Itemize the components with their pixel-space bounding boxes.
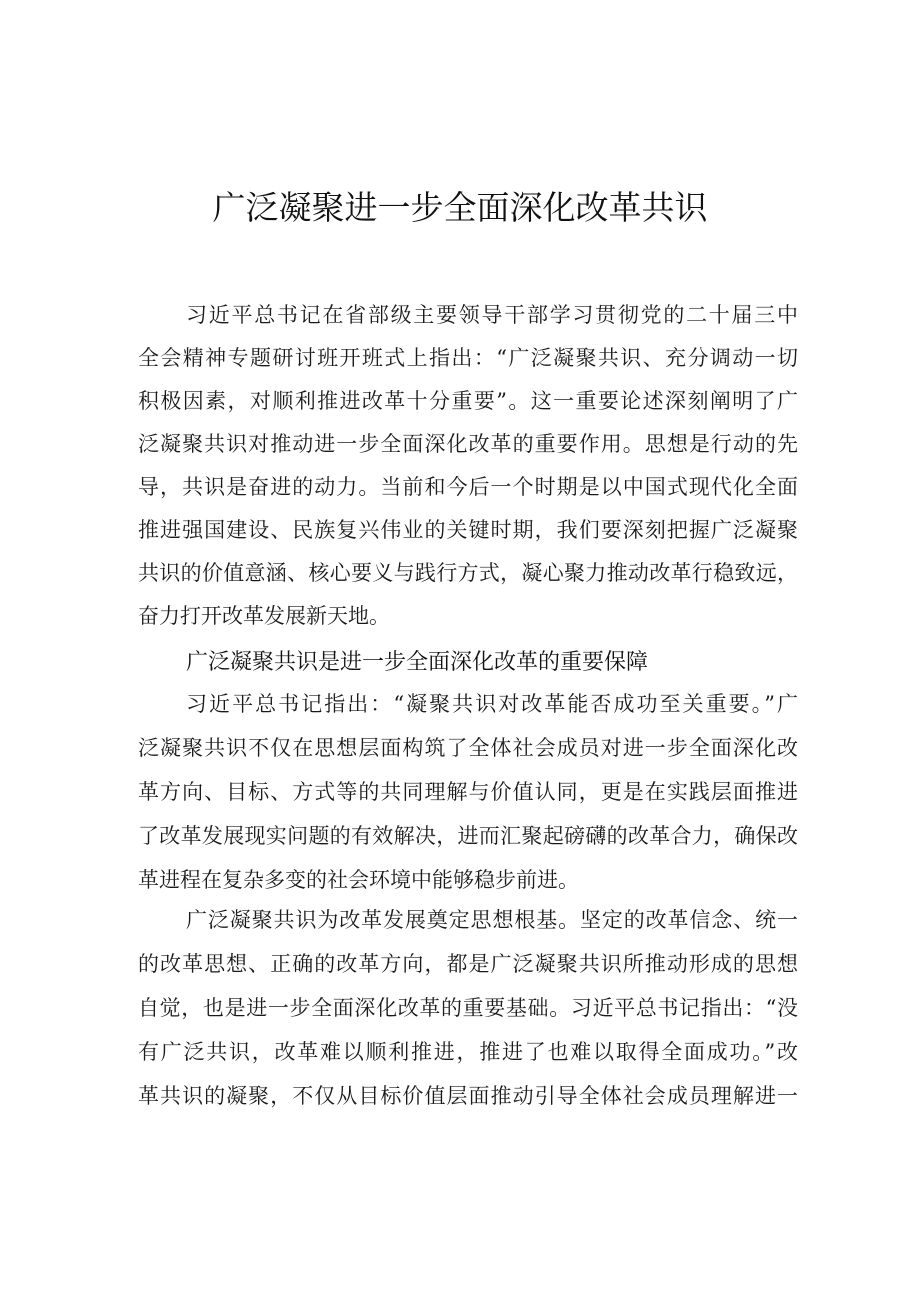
body-line: 泛凝聚共识对推动进一步全面深化改革的重要作用。思想是行动的先 xyxy=(138,432,798,456)
body-line: 奋力打开改革发展新天地。 xyxy=(138,604,390,628)
body-line: 了改革发展现实问题的有效解决，进而汇聚起磅礴的改革合力，确保改 xyxy=(138,824,798,848)
body-line: 的改革思想、正确的改革方向，都是广泛凝聚共识所推动形成的思想 xyxy=(138,952,798,976)
body-line: 有广泛共识，改革难以顺利推进，推进了也难以取得全面成功。”改 xyxy=(138,1040,798,1064)
page-title: 广泛凝聚进一步全面深化改革共识 xyxy=(212,188,708,227)
body-line: 革进程在复杂多变的社会环境中能够稳步前进。 xyxy=(138,868,579,892)
body-line: 习近平总书记指出：“凝聚共识对改革能否成功至关重要。”广 xyxy=(186,692,798,716)
body-line: 导，共识是奋进的动力。当前和今后一个时期是以中国式现代化全面 xyxy=(138,475,798,499)
body-line: 全会精神专题研讨班开班式上指出：“广泛凝聚共识、充分调动一切 xyxy=(138,346,798,370)
body-line: 推进强国建设、民族复兴伟业的关键时期，我们要深刻把握广泛凝聚 xyxy=(138,518,798,542)
body-line: 习近平总书记在省部级主要领导干部学习贯彻党的二十届三中 xyxy=(186,303,798,327)
body-line: 革方向、目标、方式等的共同理解与价值认同，更是在实践层面推进 xyxy=(138,780,798,804)
body-line: 广泛凝聚共识为改革发展奠定思想根基。坚定的改革信念、统一 xyxy=(186,908,798,932)
body-line: 革共识的凝聚，不仅从目标价值层面推动引导全体社会成员理解进一 xyxy=(138,1084,798,1108)
body-line: 共识的价值意涵、核心要义与践行方式，凝心聚力推动改革行稳致远， xyxy=(138,561,798,585)
body-line: 泛凝聚共识不仅在思想层面构筑了全体社会成员对进一步全面深化改 xyxy=(138,736,798,760)
body-line: 自觉，也是进一步全面深化改革的重要基础。习近平总书记指出：“没 xyxy=(138,996,798,1020)
section-heading: 广泛凝聚共识是进一步全面深化改革的重要保障 xyxy=(186,650,649,675)
body-line: 积极因素，对顺利推进改革十分重要”。这一重要论述深刻阐明了广 xyxy=(138,389,798,413)
